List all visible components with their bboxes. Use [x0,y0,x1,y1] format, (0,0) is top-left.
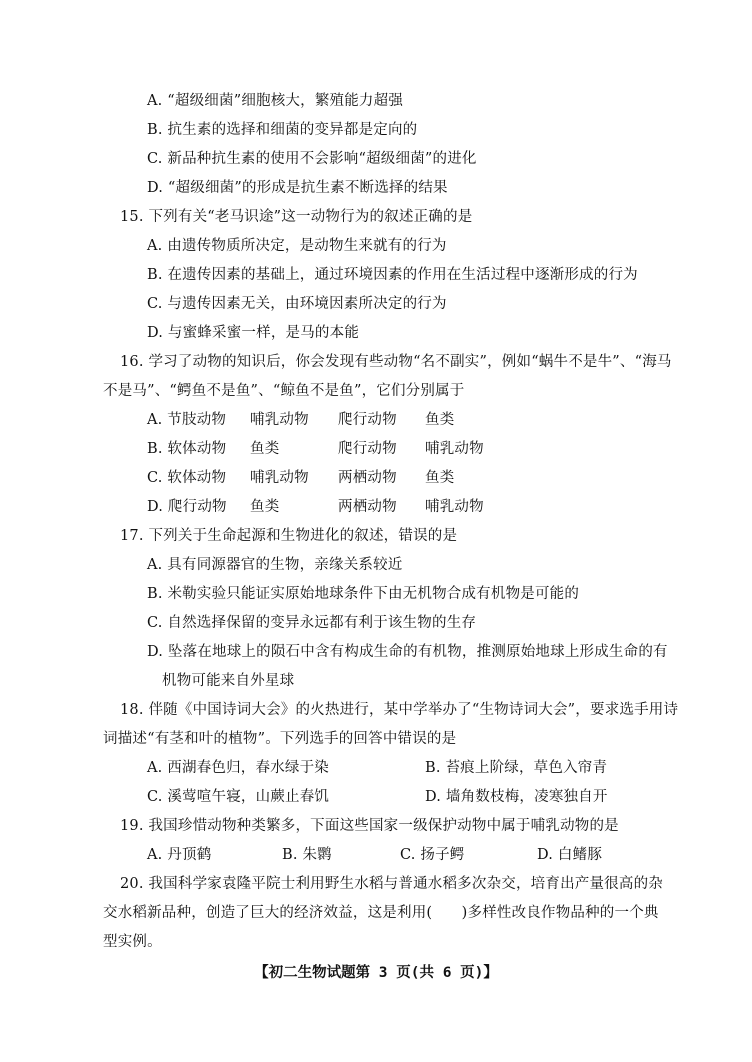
q18-option-d: D. 墙角数枝梅，凌寒独自开 [425,789,608,805]
q16-c-col2: 哺乳动物 [250,470,309,486]
q14-option-c: C. 新品种抗生素的使用不会影响“超级细菌”的进化 [147,151,477,167]
q19-option-b: B. 朱鹮 [282,847,332,863]
q17-stem: 17. 下列关于生命起源和生物进化的叙述，错误的是 [120,528,458,544]
q17-option-d: D. 坠落在地球上的陨石中含有构成生命的有机物，推测原始地球上形成生命的有 [147,644,668,660]
q16-stem-line2: 不是马”、“鳄鱼不是鱼”、“鲸鱼不是鱼”，它们分别属于 [103,383,465,399]
q16-stem-line1: 16. 学习了动物的知识后，你会发现有些动物“名不副实”，例如“蜗牛不是牛”、“海马 [120,354,672,370]
q16-a-col2: 哺乳动物 [250,412,309,428]
q19-stem: 19. 我国珍惜动物种类繁多，下面这些国家一级保护动物中属于哺乳动物的是 [120,818,619,834]
q15-option-c: C. 与遗传因素无关，由环境因素所决定的行为 [147,296,447,312]
q19-option-d: D. 白鳍豚 [537,847,603,863]
q18-stem-line1: 18. 伴随《中国诗词大会》的火热进行，某中学举办了“生物诗词大会”，要求选手用诗 [120,702,679,718]
q16-d-col2: 鱼类 [250,499,280,515]
q16-d-col4: 哺乳动物 [425,499,484,515]
q17-option-a: A. 具有同源器官的生物，亲缘关系较近 [147,557,403,573]
q18-option-c: C. 溪莺喧午寝，山蕨止春饥 [147,789,330,805]
q16-d-col1: D. 爬行动物 [147,499,227,515]
q14-option-d: D. “超级细菌”的形成是抗生素不断选择的结果 [147,180,448,196]
q15-option-a: A. 由遗传物质所决定，是动物生来就有的行为 [147,238,447,254]
q18-option-b: B. 苔痕上阶绿，草色入帘青 [425,760,608,776]
q17-option-c: C. 自然选择保留的变异永远都有利于该生物的生存 [147,615,477,631]
q17-option-d-cont: 机物可能来自外星球 [162,673,295,689]
q20-stem-line3: 型实例。 [103,934,162,950]
q20-stem-line1: 20. 我国科学家袁隆平院士利用野生水稻与普通水稻多次杂交，培育出产量很高的杂 [120,876,663,892]
q16-c-col3: 两栖动物 [338,470,397,486]
q19-option-c: C. 扬子鳄 [400,847,465,863]
q20-stem-line2: 交水稻新品种，创造了巨大的经济效益，这是利用( )多样性改良作物品种的一个典 [103,905,659,921]
q18-option-a: A. 西湖春色归，春水绿于染 [147,760,329,776]
q16-b-col1: B. 软体动物 [147,441,227,457]
q19-option-a: A. 丹顶鹤 [147,847,212,863]
q16-a-col3: 爬行动物 [338,412,397,428]
q17-option-b: B. 米勒实验只能证实原始地球条件下由无机物合成有机物是可能的 [147,586,580,602]
q16-c-col1: C. 软体动物 [147,470,227,486]
q16-b-col3: 爬行动物 [338,441,397,457]
q16-b-col2: 鱼类 [250,441,280,457]
q16-d-col3: 两栖动物 [338,499,397,515]
q15-option-d: D. 与蜜蜂采蜜一样，是马的本能 [147,325,360,341]
q15-option-b: B. 在遗传因素的基础上，通过环境因素的作用在生活过程中逐渐形成的行为 [147,267,638,283]
q16-a-col4: 鱼类 [425,412,455,428]
q14-option-b: B. 抗生素的选择和细菌的变异都是定向的 [147,122,418,138]
q15-stem: 15. 下列有关“老马识途”这一动物行为的叙述正确的是 [120,209,473,225]
q18-stem-line2: 词描述“有茎和叶的植物”。下列选手的回答中错误的是 [103,731,457,747]
q16-b-col4: 哺乳动物 [425,441,484,457]
q14-option-a: A. “超级细菌”细胞核大，繁殖能力超强 [147,93,404,109]
q16-a-col1: A. 节肢动物 [147,412,227,428]
q16-c-col4: 鱼类 [425,470,455,486]
page-footer: 【初二生物试题第 3 页(共 6 页)】 [254,965,498,981]
